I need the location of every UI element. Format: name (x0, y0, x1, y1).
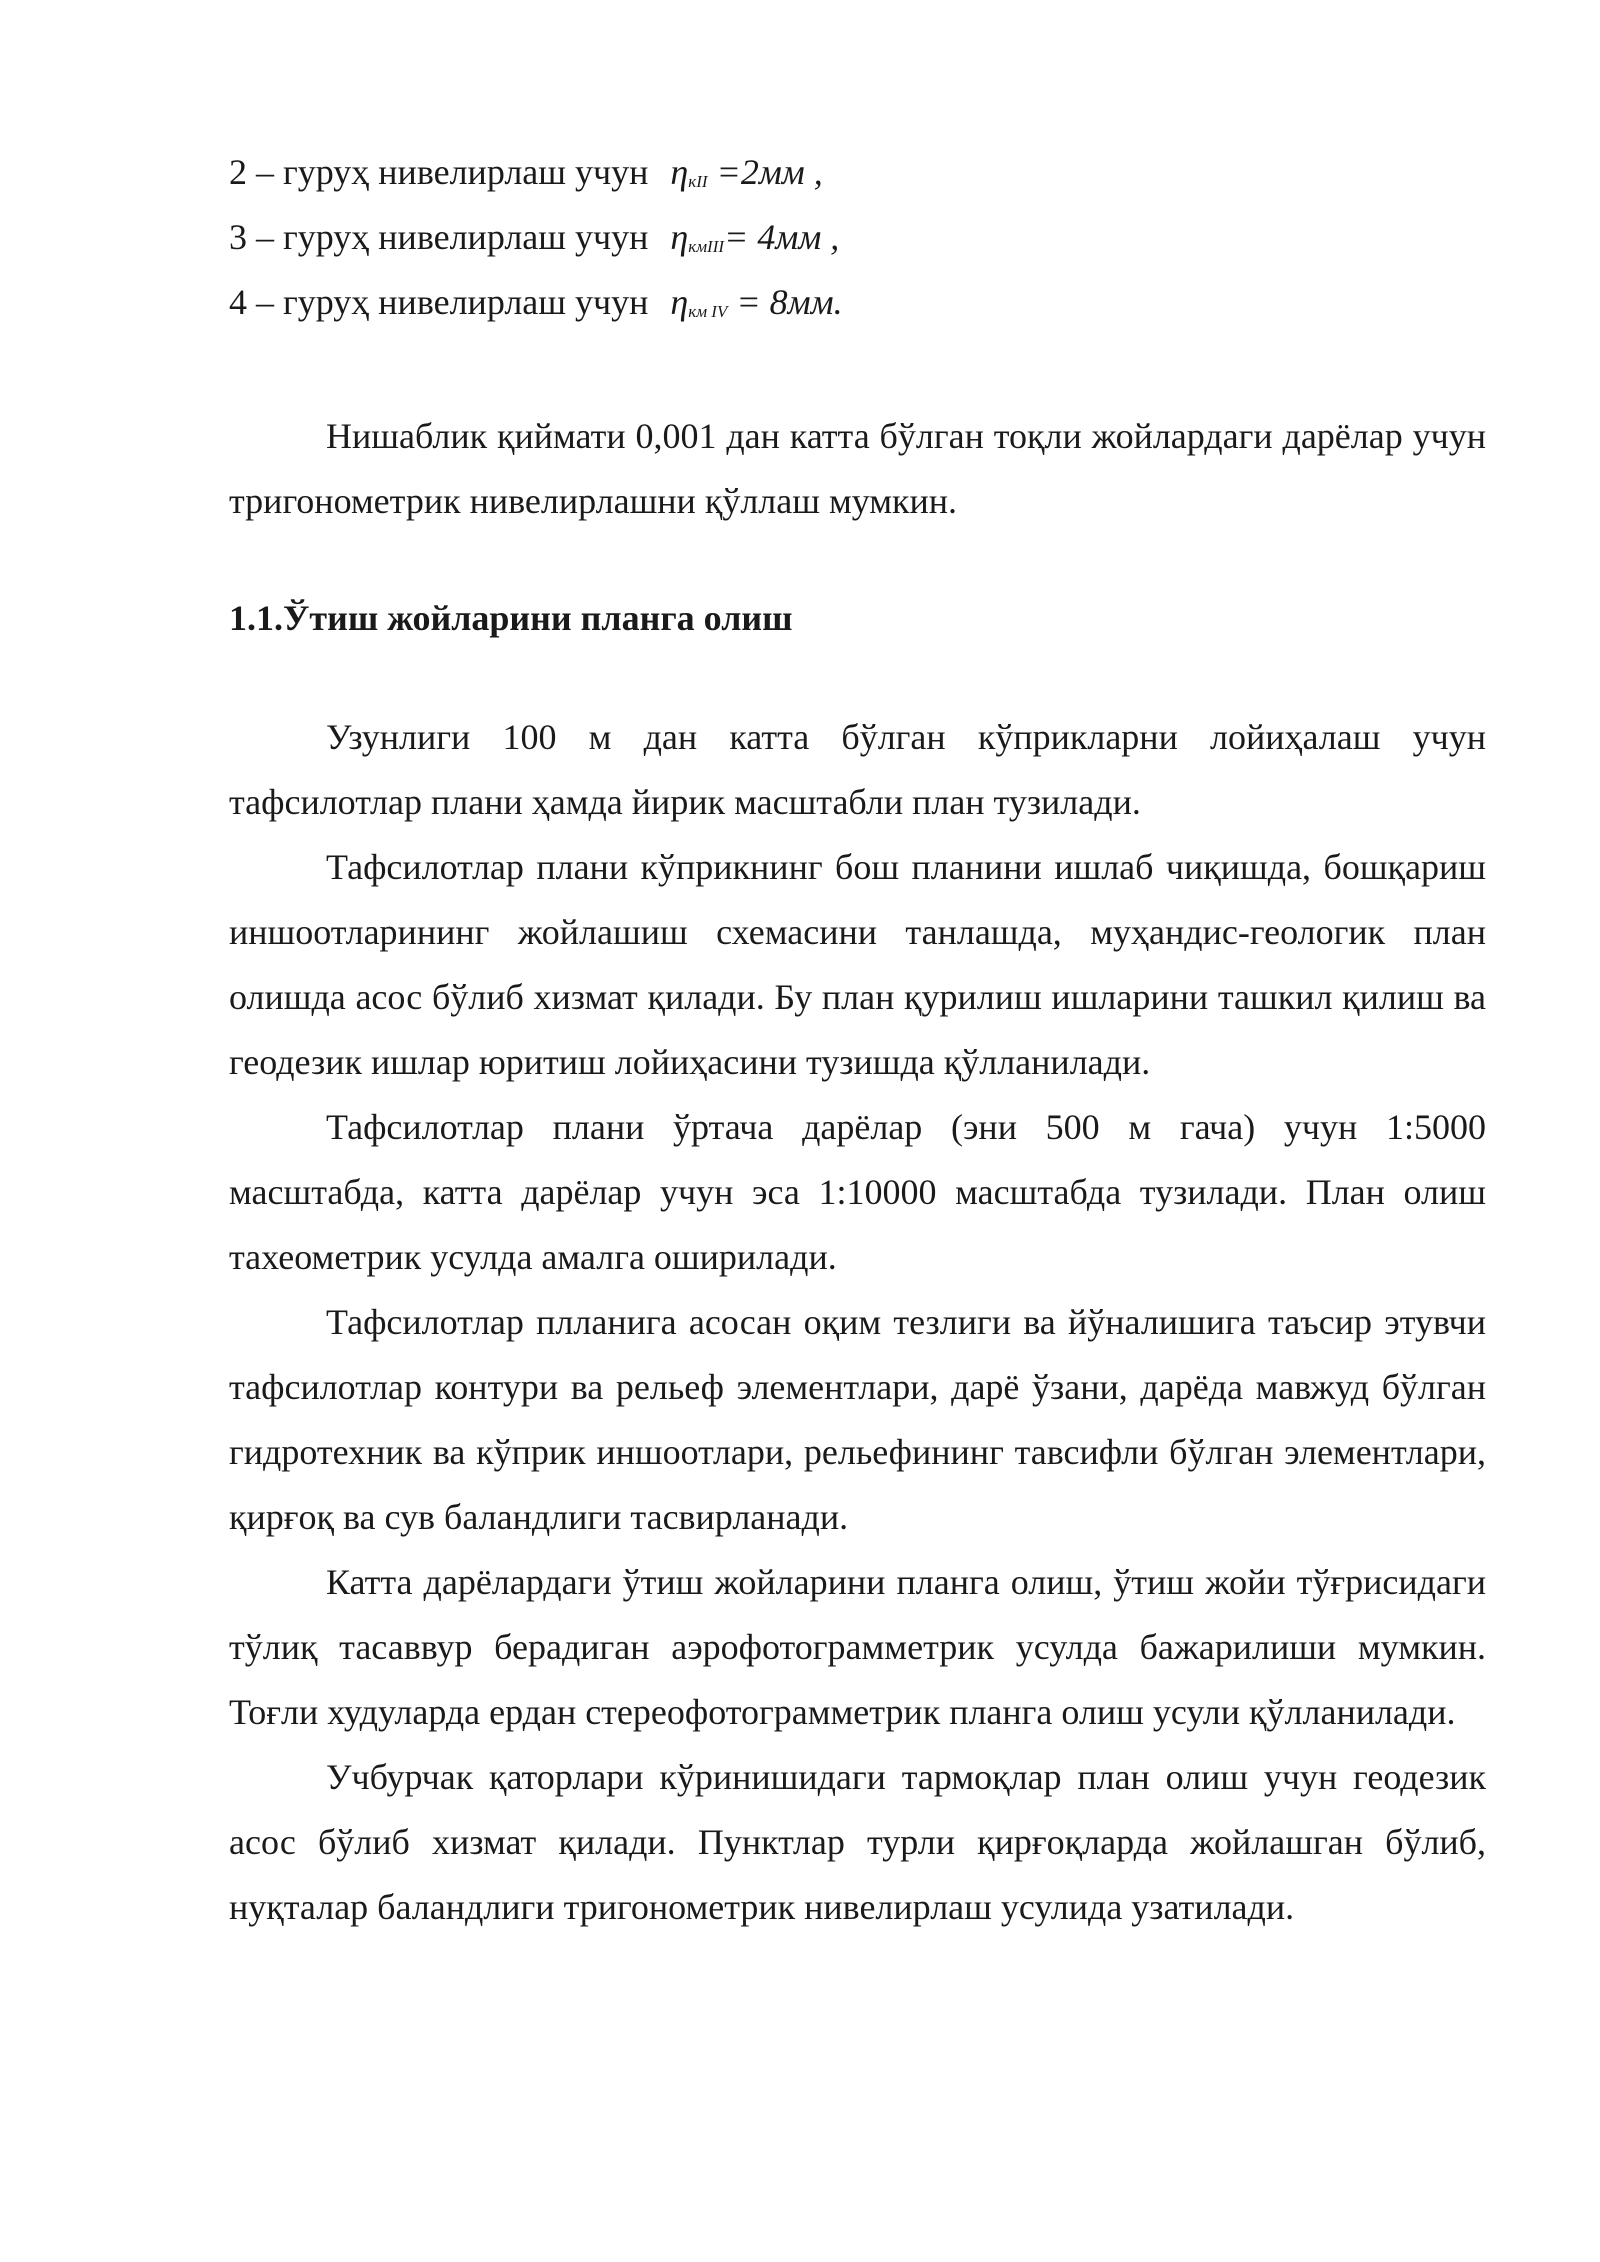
formula-value: = 8мм. (727, 282, 843, 322)
section-heading: 1.1.Ўтиш жойларини планга олиш (229, 598, 793, 638)
body-paragraph: Тафсилотлар плланига асосан оқим тезлиги ва йўналишига таъсир этувчи тафсилотлар контури ва рельеф элементлари, дарё ўзани, дарёда мавжуд бўлган гидротехник ва кўприк иншоотлари, рельефининг тавсифли бўлган элементлари, қирғоқ ва сув баландлиги тасвирланади. (229, 1302, 1486, 1537)
formula-label: 2 – гуруҳ нивелирлаш учун (229, 152, 649, 192)
intro-paragraph: Нишаблик қиймати 0,001 дан катта бўлган тоқли жойлардаги дарёлар учун тригонометрик нивелирлашни қўллаш мумкин. (229, 416, 1486, 521)
body-paragraph: Тафсилотлар плани кўприкнинг бош планини ишлаб чиқишда, бошқариш иншоотларининг жойлашиш схемасини танлашда, муҳандис-геологик план олишда асос бўлиб хизмат қилади. Бу план қурилиш ишларини ташкил қилиш ва геодезик ишлар юритиш лойиҳасини тузишда қўлланилади. (229, 847, 1486, 1082)
eta-symbol: η (670, 282, 689, 322)
body-paragraph: Тафсилотлар плани ўртача дарёлар (эни 500 м гача) учун 1:5000 масштабда, катта дарёлар учун эса 1:10000 масштабда тузилади. План олиш тахеометрик усулда амалга оширилади. (229, 1107, 1486, 1277)
formula-line-group-3 (229, 215, 1486, 280)
formula-label: 4 – гуруҳ нивелирлаш учун (229, 282, 649, 322)
formula-value: = 4мм , (724, 217, 840, 257)
document-page (229, 150, 1486, 1940)
eta-symbol: η (670, 152, 689, 192)
eta-subscript: км IV (688, 302, 728, 321)
eta-subscript: кII (688, 172, 708, 191)
eta-subscript: кмIII (688, 237, 725, 256)
body-paragraph: Катта дарёлардаги ўтиш жойларини планга олиш, ўтиш жойи тўғрисидаги тўлиқ тасаввур берадиган аэрофотограмметрик усулда бажарилиши мумкин. Тоғли худуларда ердан стереофотограмметрик планга олиш усули қўлланилади. (229, 1562, 1486, 1732)
formula-line-group-2 (229, 150, 1486, 215)
formula-label: 3 – гуруҳ нивелирлаш учун (229, 217, 649, 257)
body-paragraph: Узунлиги 100 м дан катта бўлган кўприкларни лойиҳалаш учун тафсилотлар плани ҳамда йирик масштабли план тузилади. (229, 717, 1486, 822)
eta-symbol: η (670, 217, 689, 257)
formula-value: =2мм , (707, 152, 823, 192)
formula-line-group-4 (229, 280, 1486, 345)
body-paragraph: Учбурчак қаторлари кўринишидаги тармоқлар план олиш учун геодезик асос бўлиб хизмат қилади. Пунктлар турли қирғоқларда жойлашган бўлиб, нуқталар баландлиги тригонометрик нивелирлаш усулида узатилади. (229, 1757, 1486, 1927)
